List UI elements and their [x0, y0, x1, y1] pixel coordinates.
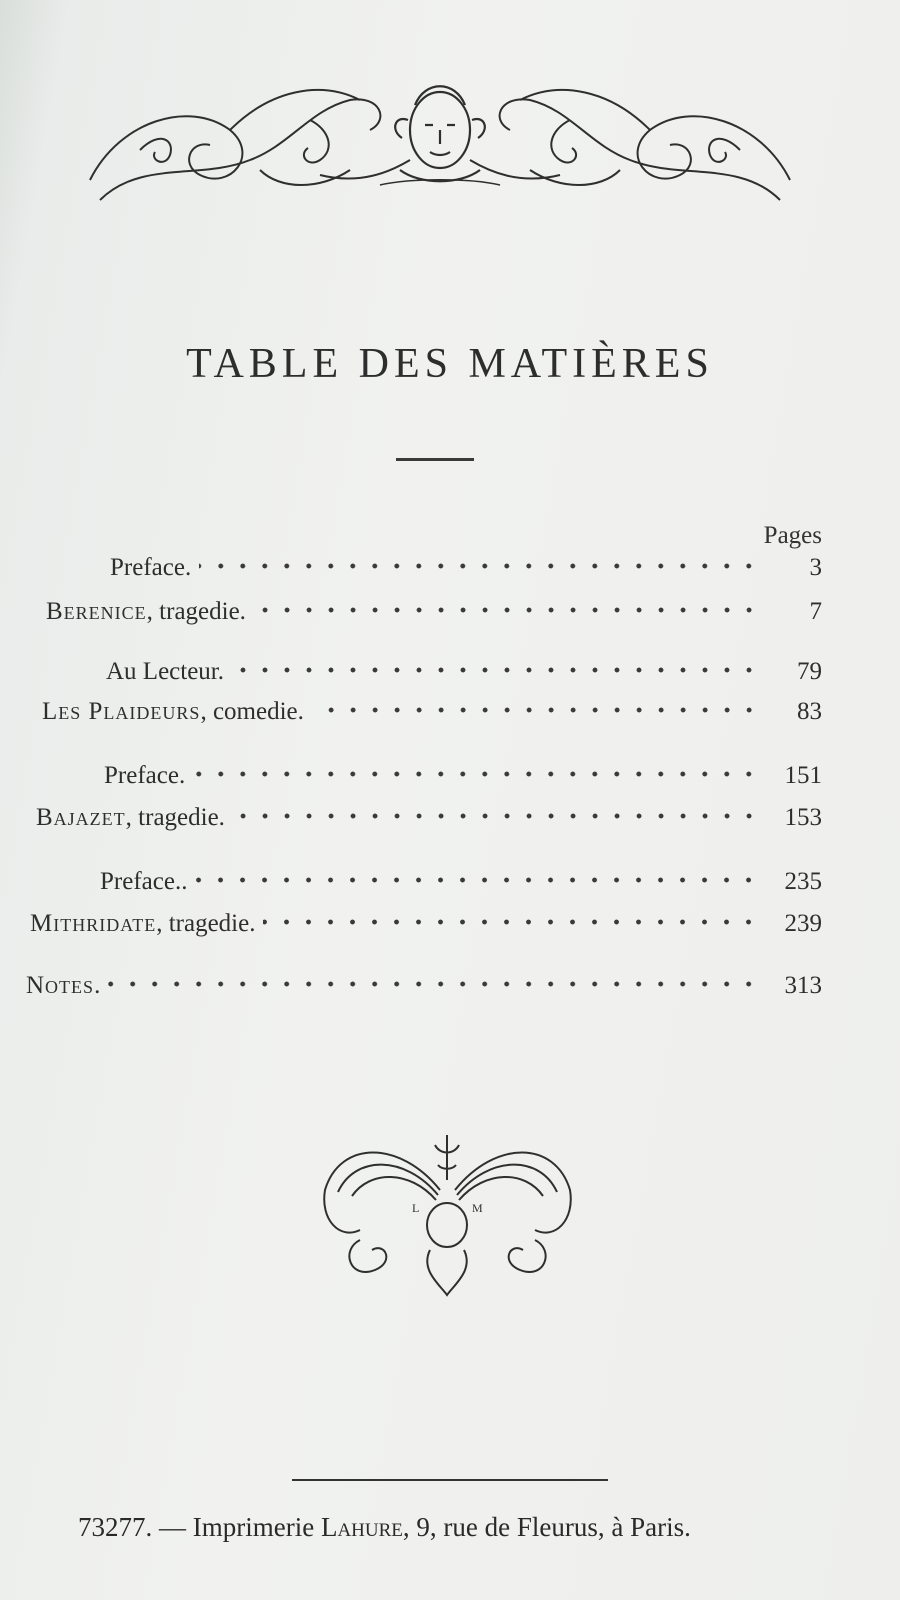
toc-entry-title: Au Lecteur. — [106, 658, 225, 685]
toc-entry[interactable] — [42, 692, 822, 726]
toc-entry-title: Preface. — [104, 762, 186, 789]
toc-entry-title: Preface. — [110, 554, 192, 581]
leader-dots — [254, 600, 760, 620]
toc-entry-page: 7 — [809, 598, 822, 625]
toc-entry[interactable] — [104, 756, 822, 790]
leader-dots — [195, 870, 760, 890]
toc-entry[interactable] — [26, 966, 822, 1000]
toc-entry[interactable] — [100, 862, 822, 896]
leader-dots — [312, 700, 760, 720]
toc-entry-title: Preface.. — [100, 868, 188, 895]
toc-entry[interactable] — [110, 548, 822, 582]
pages-column-header: Pages — [763, 522, 822, 549]
printer-imprint: 73277. — Imprimerie Lahure, 9, rue de Fleurus, à Paris. — [78, 1512, 691, 1542]
toc-entry-page: 79 — [797, 658, 822, 685]
leader-dots — [108, 974, 760, 994]
toc-entry-page: 239 — [784, 910, 822, 937]
toc-entry-title: Les Plaideurs, comedie. — [42, 698, 304, 725]
toc-entry-page: 3 — [809, 554, 822, 581]
footer-rule — [292, 1479, 608, 1481]
toc-entry[interactable] — [106, 652, 822, 686]
toc-entry-page: 153 — [784, 804, 822, 831]
ornamental-tailpiece — [320, 1130, 575, 1300]
toc-entry-page: 83 — [797, 698, 822, 725]
leader-dots — [233, 806, 760, 826]
toc-entry[interactable] — [30, 904, 822, 938]
leader-dots — [263, 912, 760, 932]
toc-entry-title: Notes. — [26, 972, 101, 999]
toc-entry-page: 151 — [784, 762, 822, 789]
monogram-letter-l: L — [412, 1201, 420, 1215]
leader-dots — [199, 556, 760, 576]
page-title: TABLE DES MATIÈRES — [186, 341, 714, 387]
toc-entry[interactable] — [46, 592, 822, 626]
toc-entry-title: Berenice, tragedie. — [46, 598, 246, 625]
toc-entry-page: 235 — [784, 868, 822, 895]
toc-entry-page: 313 — [784, 972, 822, 999]
toc-entry-title: Mithridate, tragedie. — [30, 910, 256, 937]
monogram-letter-m: M — [472, 1201, 483, 1215]
leader-dots — [232, 660, 760, 680]
toc-entry[interactable] — [36, 798, 822, 832]
leader-dots — [193, 764, 760, 784]
toc-entry-title: Bajazet, tragedie. — [36, 804, 225, 831]
